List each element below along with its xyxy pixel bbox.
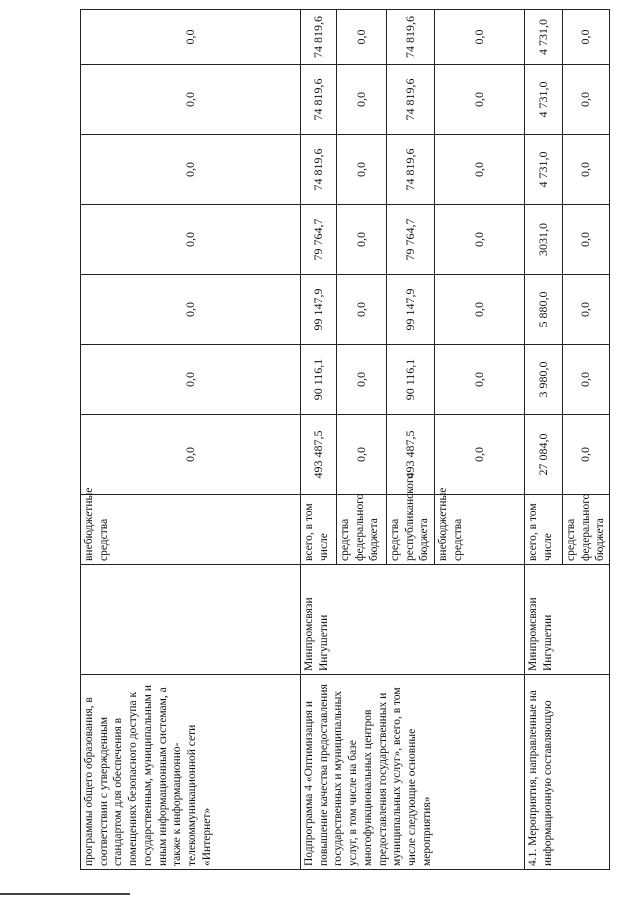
value-year-2: 5 880,0 (525, 275, 563, 345)
value-year-4: 4 731,0 (525, 135, 563, 205)
value-year-3: 0,0 (81, 205, 301, 275)
funding-source-cell: всего, в том числе (301, 495, 337, 565)
scan-edge-mark (0, 893, 130, 895)
value-year-5: 74 819,6 (301, 65, 337, 135)
funding-source-cell: внебюджетные средства (435, 495, 525, 565)
activity-name-cell: программы общего образования, в соответствии с утвержденным стандартом для обеспечения в помещениях безопасного доступа к государственным, муниципальным и иным информационным системам, а также к информационно-телекоммуникационной сети «Интернет» (81, 675, 301, 870)
value-total: 0,0 (337, 415, 387, 495)
table-row (525, 10, 563, 870)
value-year-3: 0,0 (435, 205, 525, 275)
value-year-3: 79 764,7 (301, 205, 337, 275)
executor-cell: Минпромсвязи Ингушетии (525, 565, 610, 675)
funding-source-cell: всего, в том числе (525, 495, 563, 565)
value-year-6: 4 731,0 (525, 10, 563, 65)
value-year-6: 74 819,6 (387, 10, 435, 65)
value-year-1: 90 116,1 (387, 345, 435, 415)
value-year-3: 0,0 (563, 205, 610, 275)
value-total: 0,0 (435, 415, 525, 495)
value-total: 0,0 (81, 415, 301, 495)
table-row (81, 10, 301, 870)
funding-source-cell: средства федерального бюджета (337, 495, 387, 565)
value-year-4: 0,0 (563, 135, 610, 205)
value-year-1: 0,0 (81, 345, 301, 415)
value-total: 27 084,0 (525, 415, 563, 495)
funding-source-cell: средства республиканского бюджета (387, 495, 435, 565)
table-row (301, 10, 337, 870)
value-year-1: 0,0 (435, 345, 525, 415)
value-year-5: 0,0 (337, 65, 387, 135)
value-year-3: 3031,0 (525, 205, 563, 275)
value-year-5: 0,0 (563, 65, 610, 135)
value-year-2: 0,0 (563, 275, 610, 345)
funding-source-cell: внебюджетные средства (81, 495, 301, 565)
value-year-2: 99 147,9 (301, 275, 337, 345)
value-year-2: 99 147,9 (387, 275, 435, 345)
value-year-1: 0,0 (337, 345, 387, 415)
value-year-5: 0,0 (435, 65, 525, 135)
value-year-2: 0,0 (337, 275, 387, 345)
value-year-2: 0,0 (81, 275, 301, 345)
value-year-6: 0,0 (337, 10, 387, 65)
value-year-5: 4 731,0 (525, 65, 563, 135)
value-year-5: 0,0 (81, 65, 301, 135)
value-total: 493 487,5 (387, 415, 435, 495)
value-year-3: 0,0 (337, 205, 387, 275)
value-year-1: 0,0 (563, 345, 610, 415)
value-year-6: 0,0 (435, 10, 525, 65)
activity-name-cell: Подпрограмма 4 «Оптимизация и повышение качества предоставления государственных и муниципальных услуг, в том числе на базе многофункциональных центров предоставления государственных и муниципальных услуг», всего, в том числе следующие основные мероприятия» (301, 675, 525, 870)
executor-cell (81, 565, 301, 675)
value-total: 493 487,5 (301, 415, 337, 495)
value-year-4: 0,0 (435, 135, 525, 205)
value-total: 0,0 (563, 415, 610, 495)
value-year-4: 0,0 (81, 135, 301, 205)
funding-source-cell: средства федерального бюджета (563, 495, 610, 565)
value-year-5: 74 819,6 (387, 65, 435, 135)
value-year-4: 0,0 (337, 135, 387, 205)
value-year-2: 0,0 (435, 275, 525, 345)
value-year-6: 0,0 (81, 10, 301, 65)
value-year-4: 74 819,6 (301, 135, 337, 205)
value-year-3: 79 764,7 (387, 205, 435, 275)
value-year-6: 74 819,6 (301, 10, 337, 65)
activity-name-cell: 4.1. Мероприятия, направленные на информационную составляющую (525, 675, 610, 870)
budget-table (80, 9, 610, 870)
value-year-6: 0,0 (563, 10, 610, 65)
value-year-1: 3 980,0 (525, 345, 563, 415)
value-year-1: 90 116,1 (301, 345, 337, 415)
value-year-4: 74 819,6 (387, 135, 435, 205)
executor-cell: Минпромсвязи Ингушетии (301, 565, 525, 675)
